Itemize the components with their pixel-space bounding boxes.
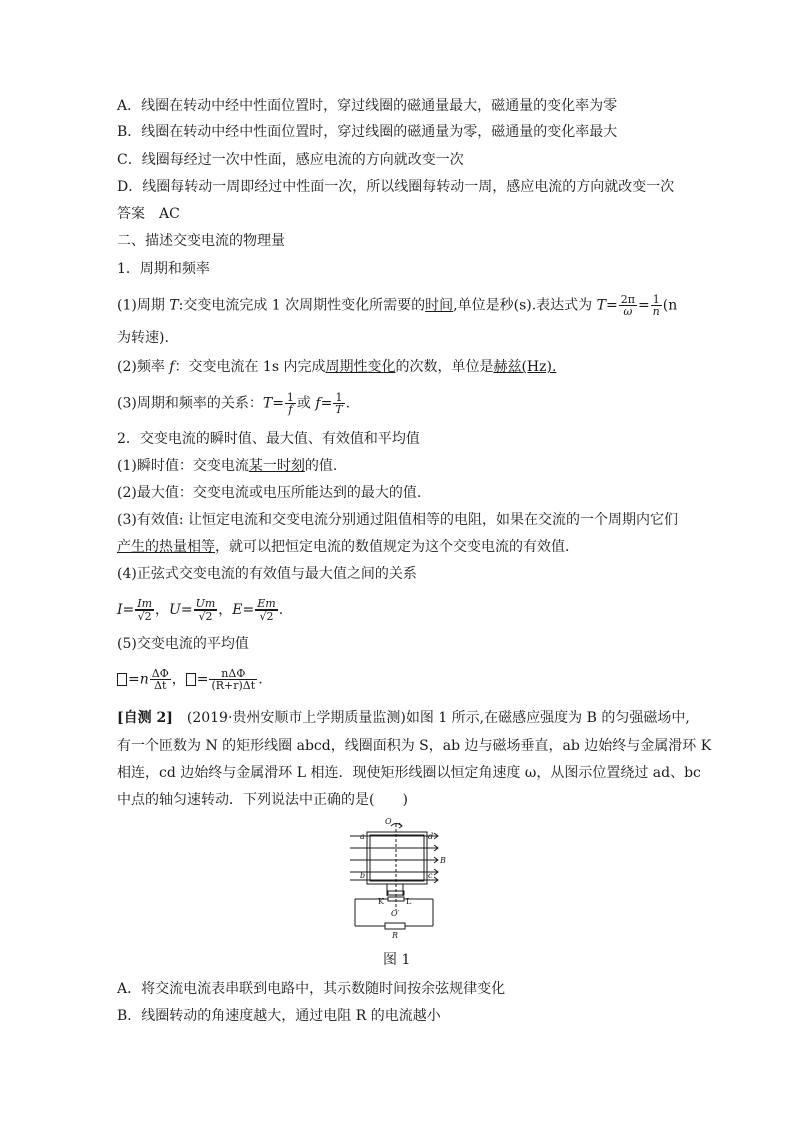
label-c: c [428,871,433,880]
period-definition-cont: 为转速). [117,330,169,346]
label-l: L [406,897,412,906]
max-value: (2)最大值：交变电流或电压所能达到的最大的值. [117,485,422,501]
label-o: O [385,818,392,826]
average-emf-symbol [117,673,127,686]
coil-inner [370,835,424,881]
fraction: $\frac{\Delta\Phi}{\Delta t}$ [151,667,169,692]
q2-option-b: B．线圈转动的角速度越大，通过电阻 R 的电流越小 [117,1008,441,1024]
label-o-prime: O′ [391,909,400,918]
fraction: $\frac{2\pi}{\omega}$ [620,293,635,318]
sine-relation-title: (4)正弦式交变电流的有效值与最大值之间的关系 [117,566,417,582]
fraction: $\frac{1}{T}$ [335,391,343,416]
instant-value: (1)瞬时值：交变电流某一时刻的值. [117,458,338,474]
subsection-values: 2．交变电流的瞬时值、最大值、有效值和平均值 [117,431,420,447]
label-k: K [378,897,384,906]
fraction: $\frac{\text{nΔΦ}}{(R+r)\Delta t}$ [211,667,256,692]
rms-value-line2: 产生的热量相等，就可以把恒定电流的数值规定为这个交变电流的有效值. [117,539,570,555]
fraction: $\frac{Im}{√2}$ [137,597,153,623]
label-b-field: B [440,856,446,865]
resistor-r [385,923,405,929]
option-a: A．线圈在转动中经中性面位置时，穿过线圈的磁通量最大，磁通量的变化率为零 [117,98,618,114]
label-b: b [360,871,366,880]
average-current-symbol [186,673,196,686]
rms-value-line1: (3)有效值: 让恒定电流和交变电流分别通过阻值相等的电阻，如果在交流的一个周期内它们 [117,512,678,528]
self-test-line1: [自测 2] (2019·贵州安顺市上学期质量监测)如图 1 所示,在磁感应强度为 B 的匀强磁场中, [117,710,690,726]
self-test-line2: 有一个匝数为 N 的矩形线圈 abcd，线圈面积为 S，ab 边与磁场垂直，ab 边始终与金属滑环 K [117,738,712,754]
figure-caption: 图 1 [383,952,411,968]
fraction: $\frac{1}{f}$ [286,391,294,416]
fraction: $\frac{1}{n}$ [652,293,660,318]
average-value-title: (5)交变电流的平均值 [117,636,249,652]
self-test-line4: 中点的轴匀速转动．下列说法中正确的是( ) [117,792,408,808]
option-c: C．线圈每经过一次中性面，感应电流的方向就改变一次 [117,152,464,168]
self-test-tag: [自测 2] [117,710,173,726]
option-b: B．线圈在转动中经中性面位置时，穿过线圈的磁通量为零，磁通量的变化率最大 [117,124,618,140]
frequency-definition: (2)频率 f：交变电流在 1s 内完成周期性变化的次数，单位是赫兹(Hz). [117,359,557,375]
section-title: 二、描述交变电流的物理量 [117,233,285,249]
label-a: a [360,832,365,841]
subsection-period-frequency: 1．周期和频率 [117,261,210,277]
average-value-equation: =n $\frac{\Delta\Phi}{\Delta t}$ ， = $\frac{\text{nΔΦ}}{(R+r)\Delta t}$ . [117,668,263,691]
fraction: $\frac{Um}{√2}$ [195,597,216,623]
sine-relation-equation: I= $\frac{Im}{√2}$ ，U= $\frac{Um}{√2}$ ，E= $\frac{Em}{√2}$ . [117,597,284,623]
option-d: D．线圈每转动一周即经过中性面一次，所以线圈每转动一周，感应电流的方向就改变一次 [117,179,675,195]
q2-option-a: A．将交流电流表串联到电路中，其示数随时间按余弦规律变化 [117,981,506,997]
coil-outer [367,832,427,884]
period-definition: (1)周期 T:交变电流完成 1 次周期性变化所需要的时间,单位是秒(s).表达式为 T= $\frac{2\pi}{\omega}$ = $\frac{1}{n}$ (n [117,293,678,318]
label-d: d [428,832,434,841]
coil-in-magnetic-field-diagram [345,818,450,942]
label-r: R [392,931,399,940]
self-test-line3: 相连，cd 边始终与金属滑环 L 相连．现使矩形线圈以恒定角速度 ω，从图示位置绕过 ad、bc [117,765,701,781]
answer: 答案 AC [117,206,180,222]
period-frequency-relation: (3)周期和频率的关系：T= $\frac{1}{f}$ 或 f= $\frac{1}{T}$ . [117,391,351,416]
fraction: $\frac{Em}{√2}$ [257,597,276,623]
